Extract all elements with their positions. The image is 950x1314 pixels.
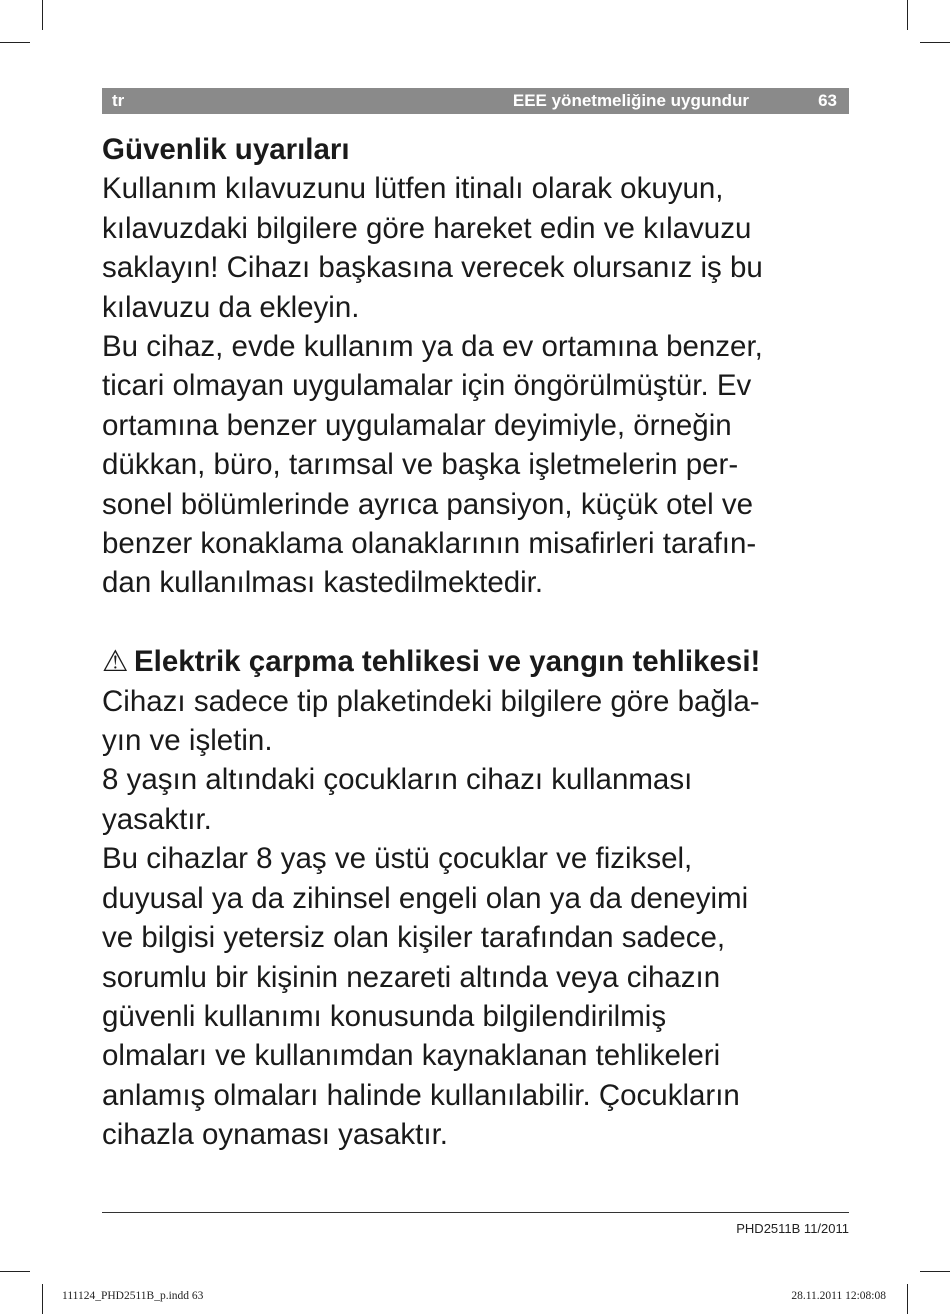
- footer-rule: [102, 1212, 849, 1213]
- text-line: saklayın! Cihazı başkasına verecek olursanız iş bu: [102, 251, 763, 285]
- print-slug-file: 111124_PHD2511B_p.indd 63: [62, 1290, 204, 1302]
- crop-mark: [907, 0, 908, 30]
- crop-mark: [0, 1271, 30, 1272]
- text-line: kılavuzu da ekleyin.: [102, 290, 360, 324]
- text-line: sorumlu bir kişinin nezareti altında veya cihazın: [102, 960, 721, 994]
- warning-text: [102, 682, 862, 1155]
- crop-mark: [907, 1284, 908, 1314]
- text-line: sonel bölümlerinde ayrıca pansiyon, küçük otel ve: [102, 487, 754, 521]
- warning-heading: [102, 642, 862, 681]
- text-line: dükkan, büro, tarımsal ve başka işletmelerin per-: [102, 448, 739, 482]
- safety-text: [102, 169, 862, 602]
- warning-triangle-icon: ⚠: [102, 645, 129, 679]
- text-line: benzer konaklama olanaklarının misafirleri tarafın-: [102, 527, 757, 561]
- text-line: güvenli kullanımı konusunda bilgilendirilmiş: [102, 999, 667, 1033]
- text-line: yın ve işletin.: [102, 724, 273, 758]
- text-line: ve bilgisi yetersiz olan kişiler tarafından sadece,: [102, 921, 726, 955]
- crop-mark: [920, 1271, 950, 1272]
- text-line: ticari olmayan uygulamalar için öngörülmüştür. Ev: [102, 369, 752, 403]
- model-date: PHD2511B 11/2011: [736, 1221, 849, 1236]
- section-gap: [102, 603, 862, 642]
- crop-mark: [920, 42, 950, 43]
- text-line: cihazla oynaması yasaktır.: [102, 1118, 448, 1152]
- crop-mark: [42, 0, 43, 30]
- text-line: Cihazı sadece tip plaketindeki bilgilere göre bağla-: [102, 684, 760, 718]
- page-header: [102, 88, 849, 114]
- text-line: duyusal ya da zihinsel engeli olan ya da deneyimi: [102, 881, 749, 915]
- text-line: Bu cihaz, evde kullanım ya da ev ortamına benzer,: [102, 330, 763, 364]
- safety-heading: Güvenlik uyarıları: [102, 133, 350, 166]
- text-line: dan kullanılması kastedilmektedir.: [102, 566, 544, 600]
- text-line: Bu cihazlar 8 yaş ve üstü çocuklar ve fiziksel,: [102, 842, 693, 876]
- text-line: anlamış olmaları halinde kullanılabilir. Çocukların: [102, 1078, 740, 1112]
- text-line: ortamına benzer uygulamalar deyimiyle, örneğin: [102, 408, 732, 442]
- crop-mark: [42, 1284, 43, 1314]
- crop-mark: [0, 42, 30, 43]
- print-slug-timestamp: 28.11.2011 12:08:08: [791, 1290, 886, 1302]
- header-title: EEE yönetmeliğine uygundur: [512, 91, 749, 110]
- text-line: 8 yaşın altındaki çocukların cihazı kullanması: [102, 763, 693, 797]
- language-code: tr: [112, 91, 125, 110]
- page-number: 63: [818, 91, 837, 110]
- warning-heading-text: Elektrik çarpma tehlikesi ve yangın tehlikesi!: [134, 645, 761, 679]
- text-line: olmaları ve kullanımdan kaynaklanan tehlikeleri: [102, 1039, 721, 1073]
- text-line: kılavuzdaki bilgilere göre hareket edin ve kılavuzu: [102, 211, 752, 245]
- text-line: Kullanım kılavuzunu lütfen itinalı olarak okuyun,: [102, 172, 724, 206]
- page-content: [102, 130, 862, 1155]
- text-line: yasaktır.: [102, 802, 212, 836]
